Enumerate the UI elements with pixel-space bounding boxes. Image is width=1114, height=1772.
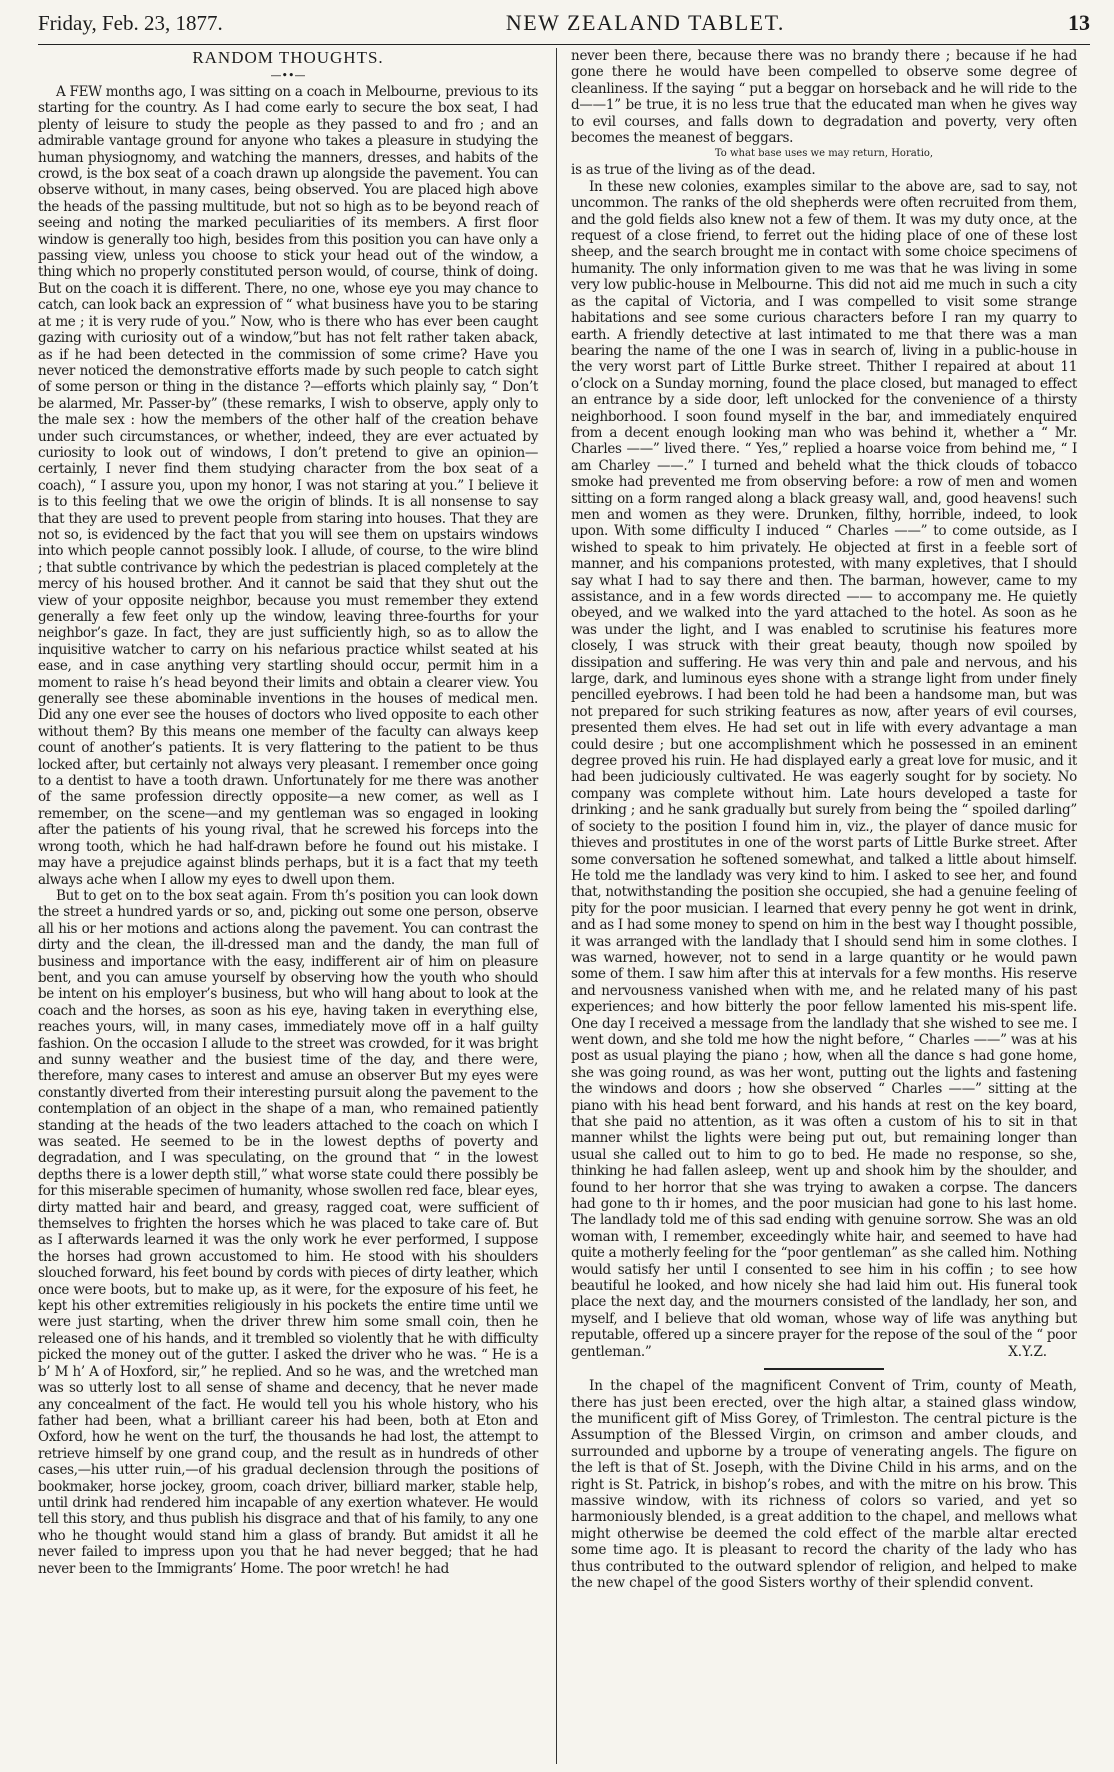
article-paragraph: is as true of the living as of the dead. [571, 162, 816, 179]
article-paragraph: never been there, because there was no brandy there ; because if he had gone there he would have been compelled to observe some degree of cleanliness. If the saying “ put a beggar on horseback and he will ride to the d——1” be true, it is no less true that the educated man when he gives way to evil courses, and falls down to degradation and poverty, very often becomes the meanest of beggars. [571, 48, 1077, 147]
article-paragraph: A FEW months ago, I was sitting on a coach in Melbourne, previous to its starting for the country. As I had come early to secure the box seat, I had plenty of leisure to study the people as they passed to and fro ; and an admirable vantage ground for anyone who takes a pleasure in studying the human physiognomy, and watching the manners, dresses, and habits of the crowd, is the box seat of a coach drawn up alongside the pavement. You can observe without, in many cases, being observed. You are placed high above the heads of the passing multitude, but not so high as to be beyond reach of seeing and noting the marked peculiarities of its members. A first floor window is generally too high, besides from this position you can have only a passing view, unless you choose to stick your head out of the window, a thing which no properly constituted person would, of course, think of doing. But on the coach it is different. There, no one, whose eye you may chance to catch, can look back an expression of “ what business have you to be staring at me ; it is very rude of you.” Now, who is there who has ever been caught gazing with curiosity out of a window,”but has not felt rather taken aback, as if he had been detected in the commission of some crime? Have you never noticed the demonstrative efforts made by such people to catch sight of some person or thing in the distance ?—efforts which plainly say, “ Don’t be alarmed, Mr. Passer-by” (these remarks, I wish to observe, apply only to the male sex : how the members of the other half of the creation behave under such circumstances, or whether, indeed, they are ever actuated by curiosity to look out of windows, I don’t pretend to give an opinion—certainly, I never find them studying character from the box seat of a coach), “ I assure you, upon my honor, I was not staring at you.” I believe it is to this feeling that we owe the origin of blinds. It is all nonsense to say that they are used to prevent people from staring into houses. That they are not so, is evidenced by the fact that you will see them on upstairs windows into which people cannot possibly look. I allude, of course, to the wire blind ; that subtle contrivance by which the pedestrian is placed completely at the mercy of his housed brother. And it cannot be said that they shut out the view of your opposite neighbor, because you must remember they extend generally a few feet only up the window, leaving three-fourths for your neighbor’s gaze. In fact, they are just sufficiently high, so as to allow the inquisitive watcher to carry on his nefarious practice whilst seated at his ease, and in case anything very startling should occur, permit him in a moment to raise h’s head beyond their limits and obtain a clearer view. You generally see these abominable inventions in the houses of medical men. Did any one ever see the houses of doctors who lived opposite to each other without them? By this means one member of the faculty can always keep count of another’s patients. It is very flattering to the patient to be thus locked after, but certainly not always very pleasant. I remember once going to a dentist to have a tooth drawn. Unfortunately for me there was another of the same profession directly opposite—a new comer, as well as I remember, on the scene—and my gentleman was so engaged in looking after the patients of his young rival, that he screwed his forceps into the wrong tooth, which he had half-drawn before he found out his mistake. I may have a prejudice against blinds perhaps, but it is a fact that my teeth always ache when I allow my eyes to dwell upon them. [38, 84, 538, 888]
article-heading: RANDOM THOUGHTS. [192, 48, 384, 67]
quotation: To what base uses we may return, Horatio, [714, 148, 934, 160]
left-column [38, 48, 548, 1764]
article-paragraph: In these new colonies, examples similar to the above are, sad to say, not uncommon. The ranks of the old shepherds were often recruited from them, and the gold fields also knew not a few of them. It was my duty once, at the request of a close friend, to ferret out the hiding place of one of these lost sheep, and the search brought me in contact with some choice specimens of humanity. The only information given to me was that he was living in some very low public-house in Melbourne. This did not aid me much in such a city as the capital of Victoria, and I was compelled to visit some strange habitations and see some curious characters before I ran my quarry to earth. A friendly detective at last intimated to me that there was a man bearing the name of the one I was in search of, living in a public-house in the very worst part of Little Burke street. Thither I repaired at about 11 o’clock on a Sunday morning, found the place closed, but managed to effect an entrance by a side door, left unlocked for the convenience of a thirsty neighborhood. I soon found myself in the bar, and immediately enquired from a decent enough looking man who was behind it, whether a “ Mr. Charles ——” lived there. “ Yes,” replied a hoarse voice from behind me, “ I am Charley ——.” I turned and beheld what the thick clouds of tobacco smoke had prevented me from observing before: a row of men and women sitting on a form ranged along a black greasy wall, and, good heavens! such men and women as they were. Drunken, filthy, horrible, indeed, to look upon. With some difficulty I induced “ Charles ——” to come outside, as I wished to speak to him privately. He objected at first in a feeble sort of manner, and his companions protested, with many expletives, that I should say what I had to say there and then. The barman, however, came to my assistance, and in a few words directed —— to accompany me. He quietly obeyed, and we walked into the yard attached to the hotel. As soon as he was under the light, and I was enabled to scrutinise his features more closely, I was struck with their great beauty, though now spoiled by dissipation and suffering. He was very thin and pale and nervous, and his large, dark, and luminous eyes shone with a strange light from under finely pencilled eyebrows. I had been told he had been a handsome man, but was not prepared for such striking features as now, after years of evil courses, presented them elves. He had set out in life with every advantage a man could desire ; but one accomplishment which he possessed in an eminent degree proved his ruin. He had displayed early a great love for music, and it had been judiciously cultivated. He was eagerly sought for by society. No company was complete without him. Late hours developed a taste for drinking ; and he sank gradually but surely from being the “ spoiled darling” of society to the position I found him in, viz., the player of dance music for thieves and prostitutes in one of the worst parts of Little Burke street. After some conversation he softened somewhat, and talked a little about himself. He told me the landlady was very kind to him. I asked to see her, and found that, notwithstanding the position she occupied, she had a genuine feeling of pity for the poor musician. I learned that every penny he got went in drink, and as I had some money to spend on him in the best way I thought possible, it was arranged with the landlady that I should send him in some clothes. I was warned, however, not to send in a large quantity or he would pawn some of them. I saw him after this at intervals for a few months. His reserve and nervousness vanished when with me, and he related many of his past experiences; and how bitterly the poor fellow lamented his mis-spent life. One day I received a message from the landlady that she wished to see me. I went down, and she told me how the night before, “ Charles ——” was at his post as usual playing the piano ; how, when all the dance s had gone home, she was going round, as was her wont, putting out the lights and fastening the windows and doors ; how she observed “ Charles ——” sitting at the piano with his head bent forward, and his hands at rest on the key board, that she paid no attention, as it was often a custom of his to sit in that manner whilst the lights were being put out, but remaining longer than usual she called out to him to go to bed. He made no response, so she, thinking he had fallen asleep, went up and shook him by the shoulder, and found to her horror that she was trying to awaken a corpse. The dancers had gone to th ir homes, and the poor musician had gone to his last home. The landlady told me of this sad ending with genuine sorrow. She was an old woman with, I remember, exceedingly white hair, and seemed to have had quite a motherly feeling for the “poor gentleman” as she called him. Nothing would satisfy her until I consented to see him in his coffin ; to see how beautiful he looked, and how nicely she had laid him out. His funeral took place the next day, and the mourners consisted of the landlady, her son, and myself, and I believe that old woman, whose way of life was anything but reputable, offered up a sincere prayer for the repose of the soul of the “ poor gentleman.” [571, 178, 1077, 1360]
page-number: 13 [1068, 10, 1090, 35]
news-item-paragraph: In the chapel of the magnificent Convent of Trim, county of Meath, there has just been erected, over the high altar, a stained glass window, the munificent gift of Miss Gorey, of Trimleston. The central picture is the Assumption of the Blessed Virgin, on crimson and amber clouds, and surrounded and upborne by a troupe of venerating angels. The figure on the left is that of St. Joseph, with the Divine Child in his arms, and on the right is St. Patrick, in bishop’s robes, and with the mitre on his brow. This massive window, with its richness of colors so varied, and yet so harmoniously blended, is a great addition to the chapel, and mellows what might otherwise be deemed the cold effect of the marble altar erected some time ago. It is pleasant to record the charity of the lady who has thus contributed to the outward splendor of religion, and helped to make the new chapel of the good Sisters worthy of their splendid convent. [571, 1378, 1077, 1591]
section-separator [764, 1368, 884, 1370]
newspaper-title: NEW ZEALAND TABLET. [505, 10, 785, 35]
column-container [38, 48, 1090, 1764]
article-paragraph: But to get on to the box seat again. From th’s position you can look down the street a hundred yards or so, and, picking out some one person, observe all his or her motions and actions along the pavement. You can contrast the dirty and the clean, the ill-dressed man and the dandy, the man full of business and importance with the easy, indifferent air of him on pleasure bent, and you can amuse yourself by observing how the youth who should be intent on his employer’s business, but who will hang about to look at the coach and the horses, as soon as his eye, having taken in everything else, reaches yours, will, in many cases, immediately move off in a half guilty fashion. On the occasion I allude to the street was crowded, for it was bright and sunny weather and the busiest time of the day, and there were, therefore, many cases to interest and amuse an observer But my eyes were constantly diverted from their interesting pursuit along the pavement to the contemplation of an object in the shape of a man, who remained patiently standing at the heads of the two leaders attached to the coach on which I was seated. He seemed to be in the lowest depths of poverty and degradation, and I was speculating, on the ground that “ in the lowest depths there is a lower depth still,” what worse state could there possibly be for this miserable specimen of humanity, whose swollen red face, blear eyes, dirty matted hair and beard, and greasy, ragged coat, were sufficient of themselves to frighten the horses which he was placed to take care of. But as I afterwards learned it was the only work he ever performed, I suppose the horses had grown accustomed to him. He stood with his shoulders slouched forward, his feet bound by cords with pieces of dirty leather, which once were boots, but to make up, as it were, for the exposure of his feet, he kept his other extremities religiously in his pockets the entire time until we were just starting, when the driver threw him some small coin, then he released one of his hands, and it trembled so violently that he with difficulty picked the money out of the gutter. I asked the driver who he was. “ He is a b’ M h’ A of Hoxford, sir,” he replied. And so he was, and the wretched man was so utterly lost to all sense of shame and decency, that he never made any concealment of the fact. He would tell you his whole history, who his father had been, what a brilliant career his had been, both at Eton and Oxford, how he went on the turf, the thousands he had lost, the attempt to retrieve himself by one grand coup, and the result as in hundreds of other cases,—his utter ruin,—of his gradual declension through the positions of bookmaker, horse jockey, groom, coach driver, billiard marker, stable help, until drink had rendered him incapable of any exertion whatever. He would tell this story, and thus publish his disgrace and that of his family, to any one who he thought would stand him a glass of brandy. But amidst it all he never failed to impress upon you that he had never begged; that he had never been to the Immigrants’ Home. The poor wretch! he had [38, 887, 538, 1577]
right-column [565, 48, 1077, 1764]
masthead [38, 10, 1090, 45]
column-divider [556, 48, 557, 1764]
author-signature: X.Y.Z. [1008, 1344, 1047, 1361]
issue-date: Friday, Feb. 23, 1877. [38, 11, 223, 35]
heading-ornament: —••— [270, 69, 306, 82]
